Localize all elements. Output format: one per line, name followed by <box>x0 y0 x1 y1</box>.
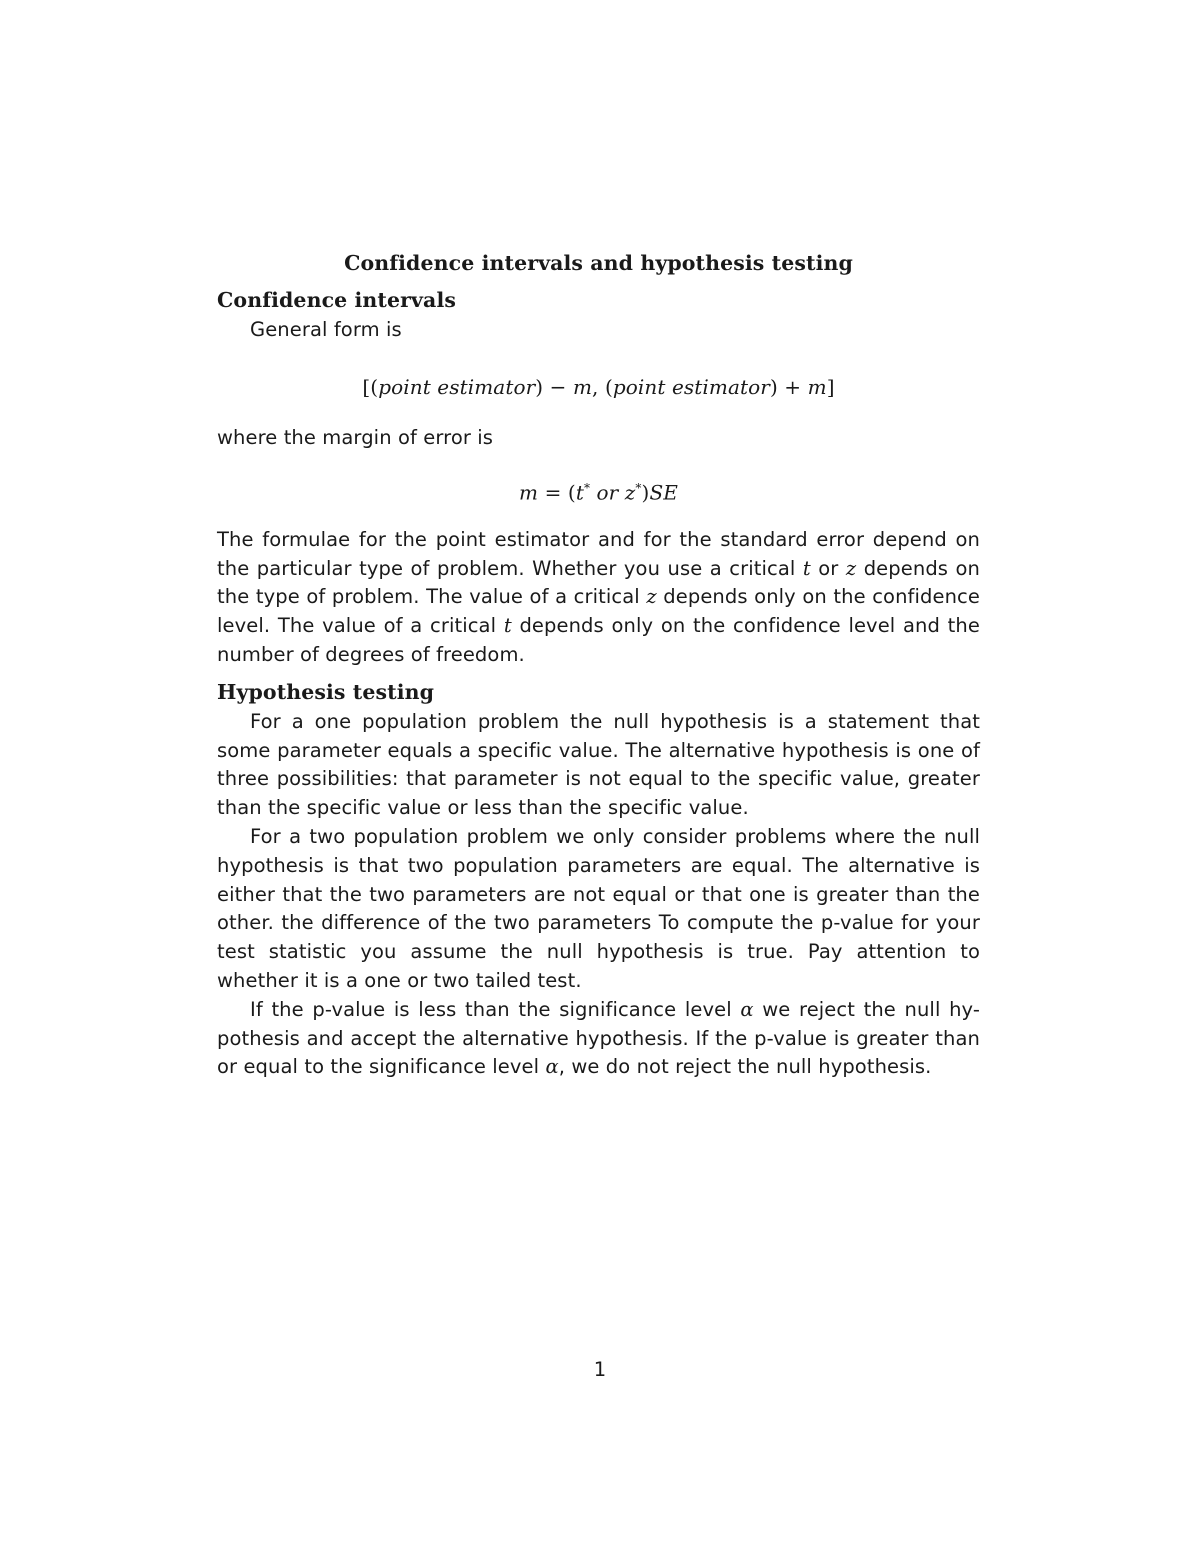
section-heading-confidence-intervals: Confidence intervals <box>217 288 456 312</box>
paragraph-p-value: If the p-value is less than the significance level α we reject the null hy-pothesis and accept the alternative hypothesis. If the p-value is greater than or equal to the significance level α, we do not reject the null hypothesis. <box>217 997 980 1079</box>
paragraph-one-population: For a one population problem the null hypothesis is a statement that some parameter equals a specific value. The alternative hypothesis is one of three possibilities: that parameter is not equal to the specific value, greater than the specific value or less than the specific value. <box>217 709 980 820</box>
equation-interval: [(point estimator) − m, (point estimator) + m] <box>362 374 835 399</box>
section-heading-hypothesis-testing: Hypothesis testing <box>217 679 435 704</box>
paragraph-general-form: General form is <box>250 318 402 341</box>
paragraph-margin-intro: where the margin of error is <box>217 425 494 449</box>
equation-margin-of-error: m = (t* or z*)SE <box>519 481 678 506</box>
paragraph-two-population: For a two population problem we only consider problems where the null hypothesis is that two population parameters are equal. The alternative is either that the two parameters are not equal or that one is greater than the other. the difference of the two parameters To compute the p-value for your test statistic you assume the null hypothesis is true. Pay attention to whether it is a one or two tailed test. <box>217 825 980 992</box>
document-page <box>217 248 980 1082</box>
document-title: Confidence intervals and hypothesis testing <box>344 251 853 275</box>
paragraph-formulae: The formulae for the point estimator and for the standard error depend on the particular type of problem. Whether you use a critical t or z depends on the type of problem. The value of a critical z depends only on the confidence level. The value of a critical t depends only on the confidence level and the number of degrees of freedom. <box>217 527 981 667</box>
page-number: 1 <box>593 1358 607 1381</box>
